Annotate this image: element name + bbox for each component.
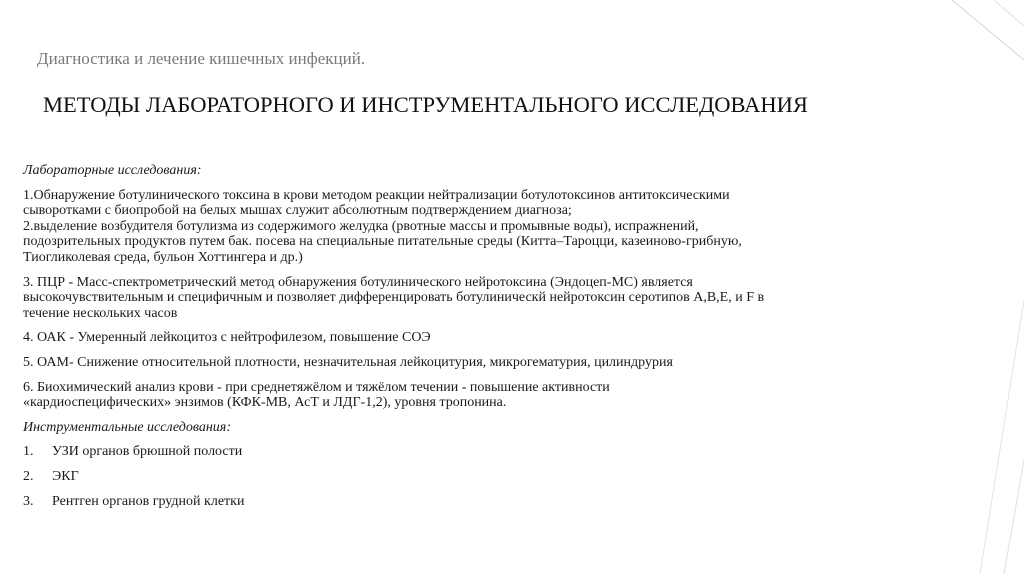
lab-paragraph-1 — [23, 188, 963, 266]
list-item-number: 2. — [23, 468, 34, 484]
lab-section-heading: Лабораторные исследования: — [23, 163, 202, 178]
instrumental-section-heading: Инструментальные исследования: — [23, 419, 231, 435]
text-line: 3. ПЦР - Масс-спектрометрический метод обнаружения ботулинического нейротоксина (Эндоцеп-МС) является — [23, 274, 693, 290]
text-line: «кардиоспецифических» энзимов (КФК-МВ, АсТ и ЛДГ-1,2), уровня тропонина. — [23, 395, 507, 411]
text-line: Тиогликолевая среда, бульон Хоттингера и др.) — [23, 249, 303, 265]
text-line: 2.выделение возбудителя ботулизма из содержимого желудка (рвотные массы и промывные воды), испражнений, — [23, 218, 699, 234]
text-line: 5. ОАМ- Снижение относительной плотности, незначительная лейкоцитурия, микрогематурия, цилиндрурия — [23, 354, 673, 370]
lab-paragraph-3 — [23, 275, 963, 322]
list-item-text: ЭКГ — [52, 468, 79, 484]
slide-content — [23, 163, 963, 509]
text-line: 4. ОАК - Умеренный лейкоцитоз с нейтрофилезом, повышение СОЭ — [23, 330, 431, 346]
slide-subtitle: Диагностика и лечение кишечных инфекций. — [37, 49, 366, 68]
lab-paragraph-4 — [23, 330, 963, 346]
lab-paragraph-6 — [23, 380, 963, 411]
list-item-number: 1. — [23, 444, 34, 460]
list-item — [23, 469, 963, 485]
list-item-text: Рентген органов грудной клетки — [52, 493, 245, 509]
slide-title: МЕТОДЫ ЛАБОРАТОРНОГО И ИНСТРУМЕНТАЛЬНОГО ИССЛЕДОВАНИЯ — [43, 92, 808, 117]
list-item-number: 3. — [23, 493, 34, 509]
text-line: высокочувствительным и специфичным и позволяет дифференцировать ботулиническй нейротоксин серотипов A,B,E, и F в — [23, 290, 765, 306]
list-item — [23, 444, 963, 460]
lab-paragraph-5 — [23, 355, 963, 371]
text-line: 6. Биохимический анализ крови - при среднетяжёлом и тяжёлом течении - повышение активности — [23, 379, 610, 395]
text-line: сыворотками с биопробой на белых мышах служит абсолютным подтверждением диагноза; — [23, 203, 572, 219]
text-line: подозрительных продуктов путем бак. посева на специальные питательные среды (Китта–Тароцци, казеиново-грибную, — [23, 234, 742, 250]
list-item — [23, 494, 963, 510]
text-line: 1.Обнаружение ботулинического токсина в крови методом реакции нейтрализации ботулотоксинов антитоксическими — [23, 187, 730, 203]
list-item-text: УЗИ органов брюшной полости — [52, 444, 243, 460]
text-line: течение нескольких часов — [23, 305, 178, 321]
